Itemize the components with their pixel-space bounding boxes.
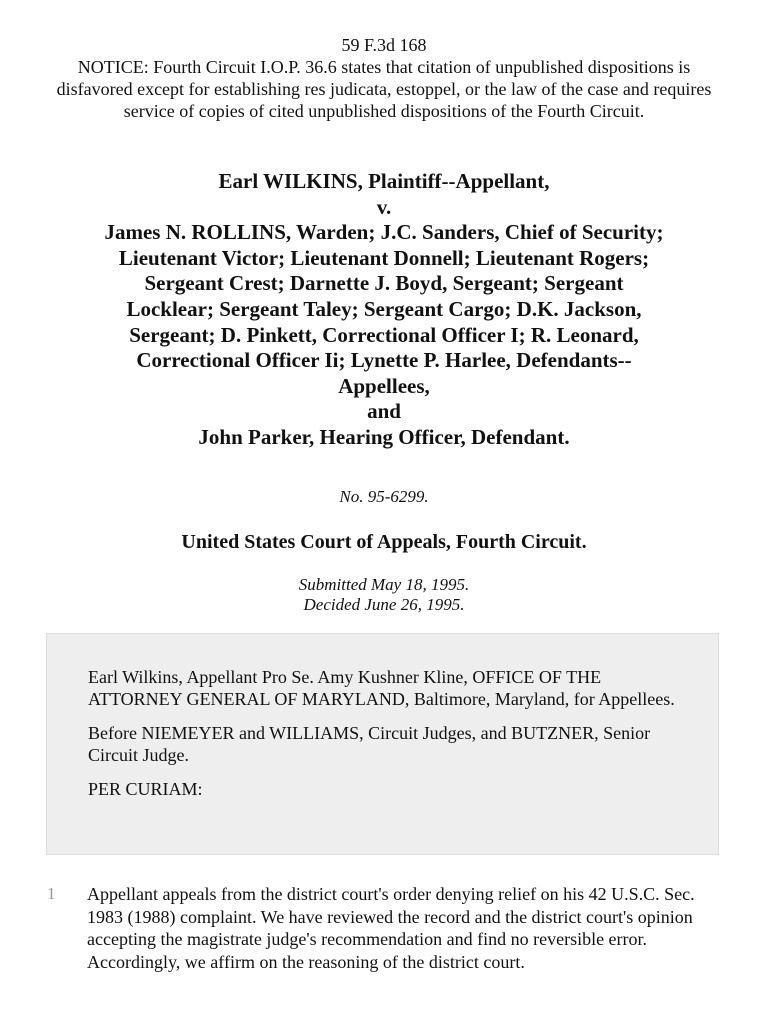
- per-curiam-label: PER CURIAM:: [88, 779, 203, 799]
- paragraph-number: 1: [47, 884, 56, 903]
- court-name: United States Court of Appeals, Fourth Circuit.: [181, 531, 587, 553]
- appellees-line: Sergeant Crest; Darnette J. Boyd, Sergeant; Sergeant: [144, 271, 624, 296]
- counsel-box: [46, 633, 719, 855]
- panel-text: Before NIEMEYER and WILLIAMS, Circuit Judges, and BUTZNER, Senior Circuit Judge.: [88, 723, 651, 765]
- appellees-line: Locklear; Sergeant Taley; Sergeant Cargo; D.K. Jackson,: [126, 296, 642, 321]
- appellees-line: Sergeant; D. Pinkett, Correctional Officer I; R. Leonard,: [129, 322, 639, 347]
- defendant-line: John Parker, Hearing Officer, Defendant.: [198, 424, 570, 449]
- submitted-date: Submitted May 18, 1995.: [298, 575, 470, 594]
- counsel-text: Earl Wilkins, Appellant Pro Se. Amy Kushner Kline, OFFICE OF THE ATTORNEY GENERAL OF MARYLAND, Baltimore, Maryland, for Appellees.: [88, 667, 675, 709]
- appellees-line: Lieutenant Victor; Lieutenant Donnell; Lieutenant Rogers;: [118, 245, 650, 270]
- paragraph-text: Appellant appeals from the district court's order denying relief on his 42 U.S.C. Sec. 1983 (1988) complaint. We have reviewed the record and the district court's opinion accepting the magistrate judge's recommendation and find no reversible error. Accordingly, we affirm on the reasoning of the district court.: [87, 884, 695, 972]
- appellees-line: James N. ROLLINS, Warden; J.C. Sanders, Chief of Security;: [104, 220, 664, 245]
- unpublished-notice: NOTICE: Fourth Circuit I.O.P. 36.6 states that citation of unpublished dispositions is disfavored except for establishing res judicata, estoppel, or the law of the case and requires service of copies of cited unpublished dispositions of the Fourth Circuit.: [56, 57, 712, 121]
- decided-date: Decided June 26, 1995.: [303, 595, 465, 614]
- case-caption: [0, 169, 768, 451]
- and-line: and: [367, 399, 401, 424]
- citation: 59 F.3d 168: [341, 35, 427, 55]
- versus-line: v.: [376, 194, 392, 219]
- appellees-line: Correctional Officer Ii; Lynette P. Harlee, Defendants--: [136, 348, 632, 373]
- docket-number: No. 95-6299.: [339, 487, 429, 506]
- case-dates: [0, 575, 768, 615]
- appellees-line: Appellees,: [338, 373, 430, 398]
- plaintiff-line: Earl WILKINS, Plaintiff--Appellant,: [218, 169, 550, 193]
- header: [0, 34, 768, 122]
